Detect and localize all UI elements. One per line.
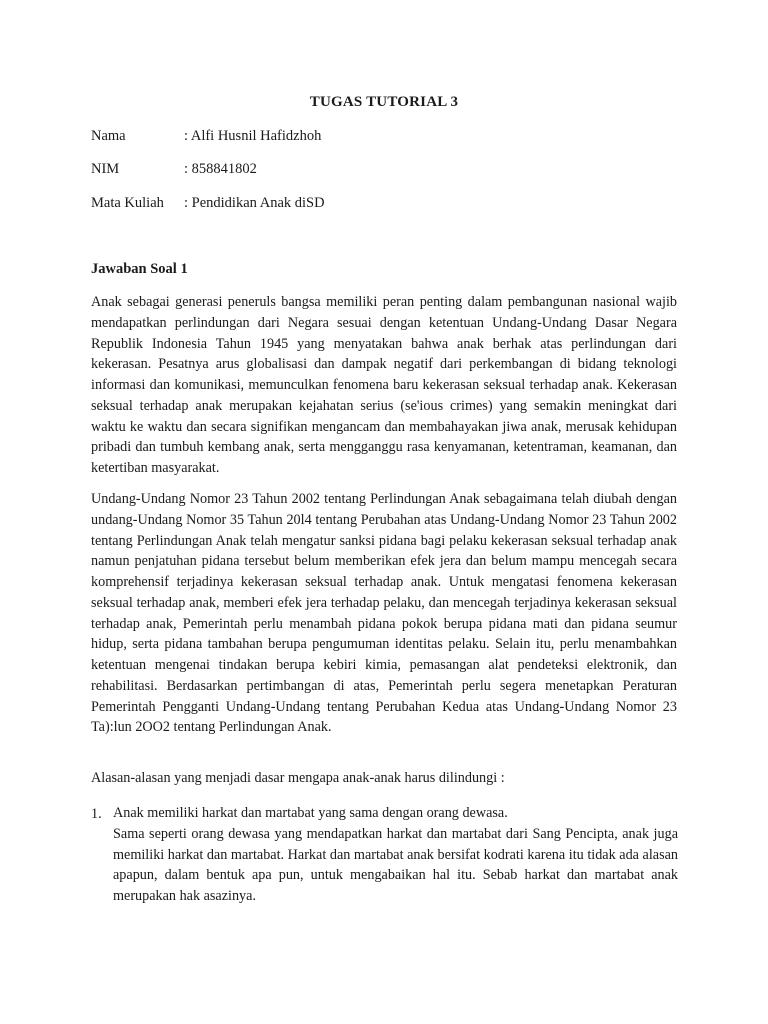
meta-value: : 858841802 — [184, 161, 257, 177]
paragraph-3: Alasan-alasan yang menjadi dasar mengapa anak-anak harus dilindungi : — [91, 770, 505, 786]
meta-row-course — [91, 195, 325, 212]
list-item-body: Sama seperti orang dewasa yang mendapatkan harkat dan martabat dari Sang Pencipta, anak juga memiliki harkat dan martabat. Harkat dan martabat anak bersifat kodrati karena itu tidak ada alasan apapun, dalam bentuk apa pun, untuk mengabaikan hal itu. Sebab harkat dan martabat anak merupakan hak asazinya. — [113, 825, 678, 904]
list-item — [113, 803, 678, 907]
paragraph-1: Anak sebagai generasi peneruls bangsa memiliki peran penting dalam pembangunan nasional wajib mendapatkan perlindungan dari Negara sesuai dengan ketentuan Undang-Undang Dasar Negara Republik Indonesia Tahun 1945 yang menyatakan bahwa anak berhak atas perlindungan dari kekerasan. Pesatnya arus globalisasi dan dampak negatif dari perkembangan di bidang teknologi informasi dan komunikasi, memunculkan fenomena baru kekerasan seksual terhadap anak. Kekerasan seksual terhadap anak merupakan kejahatan serius (se'ious crimes) yang semakin meningkat dari waktu ke waktu dan secara signifikan mengancam dan membahayakan jiwa anak, merusak kehidupan pribadi dan tumbuh kembang anak, serta mengganggu rasa kenyamanan, ketentraman, keamanan, dan ketertiban masyarakat. — [91, 294, 677, 476]
meta-row-nim — [91, 161, 257, 178]
meta-label: Mata Kuliah — [91, 195, 164, 211]
list-item-number: 1. — [91, 806, 102, 822]
meta-label: NIM — [91, 161, 120, 177]
meta-label: Nama — [91, 128, 126, 144]
document-title: TUGAS TUTORIAL 3 — [309, 94, 459, 110]
meta-row-name — [91, 128, 321, 145]
meta-value: : Alfi Husnil Hafidzhoh — [184, 128, 322, 144]
meta-value: : Pendidikan Anak diSD — [184, 195, 325, 211]
list-item-title: Anak memiliki harkat dan martabat yang sama dengan orang dewasa. — [113, 805, 508, 821]
answer-heading: Jawaban Soal 1 — [91, 261, 188, 277]
paragraph-2: Undang-Undang Nomor 23 Tahun 2002 tentang Perlindungan Anak sebagaimana telah diubah dengan undang-Undang Nomor 35 Tahun 20l4 tentang Perubahan atas Undang-Undang Nomor 23 Tahun 2002 tentang Perlindungan Anak telah mengatur sanksi pidana bagi pelaku kekerasan seksual terhadap anak namun penjatuhan pidana tersebut belum memberikan efek jera dan belum mampu mencegah secara komprehensif terjadinya kekerasan seksual terhadap anak. Untuk mengatasi fenomena kekerasan seksual terhadap anak, memberi efek jera terhadap pelaku, dan mencegah terjadinya kekerasan seksual terhadap anak, Pemerintah perlu menambah pidana pokok berupa pidana mati dan pidana seumur hidup, serta pidana tambahan berupa pengumuman identitas pelaku. Selain itu, perlu menambahkan ketentuan mengenai tindakan berupa kebiri kimia, pemasangan alat pendeteksi elektronik, dan rehabilitasi. Berdasarkan pertimbangan di atas, Pemerintah perlu segera menetapkan Peraturan Pemerintah Pengganti Undang-Undang tentang Perubahan Kedua atas Undang-Undang Nomor 23 Ta):lun 2OO2 tentang Perlindungan Anak. — [91, 491, 677, 736]
